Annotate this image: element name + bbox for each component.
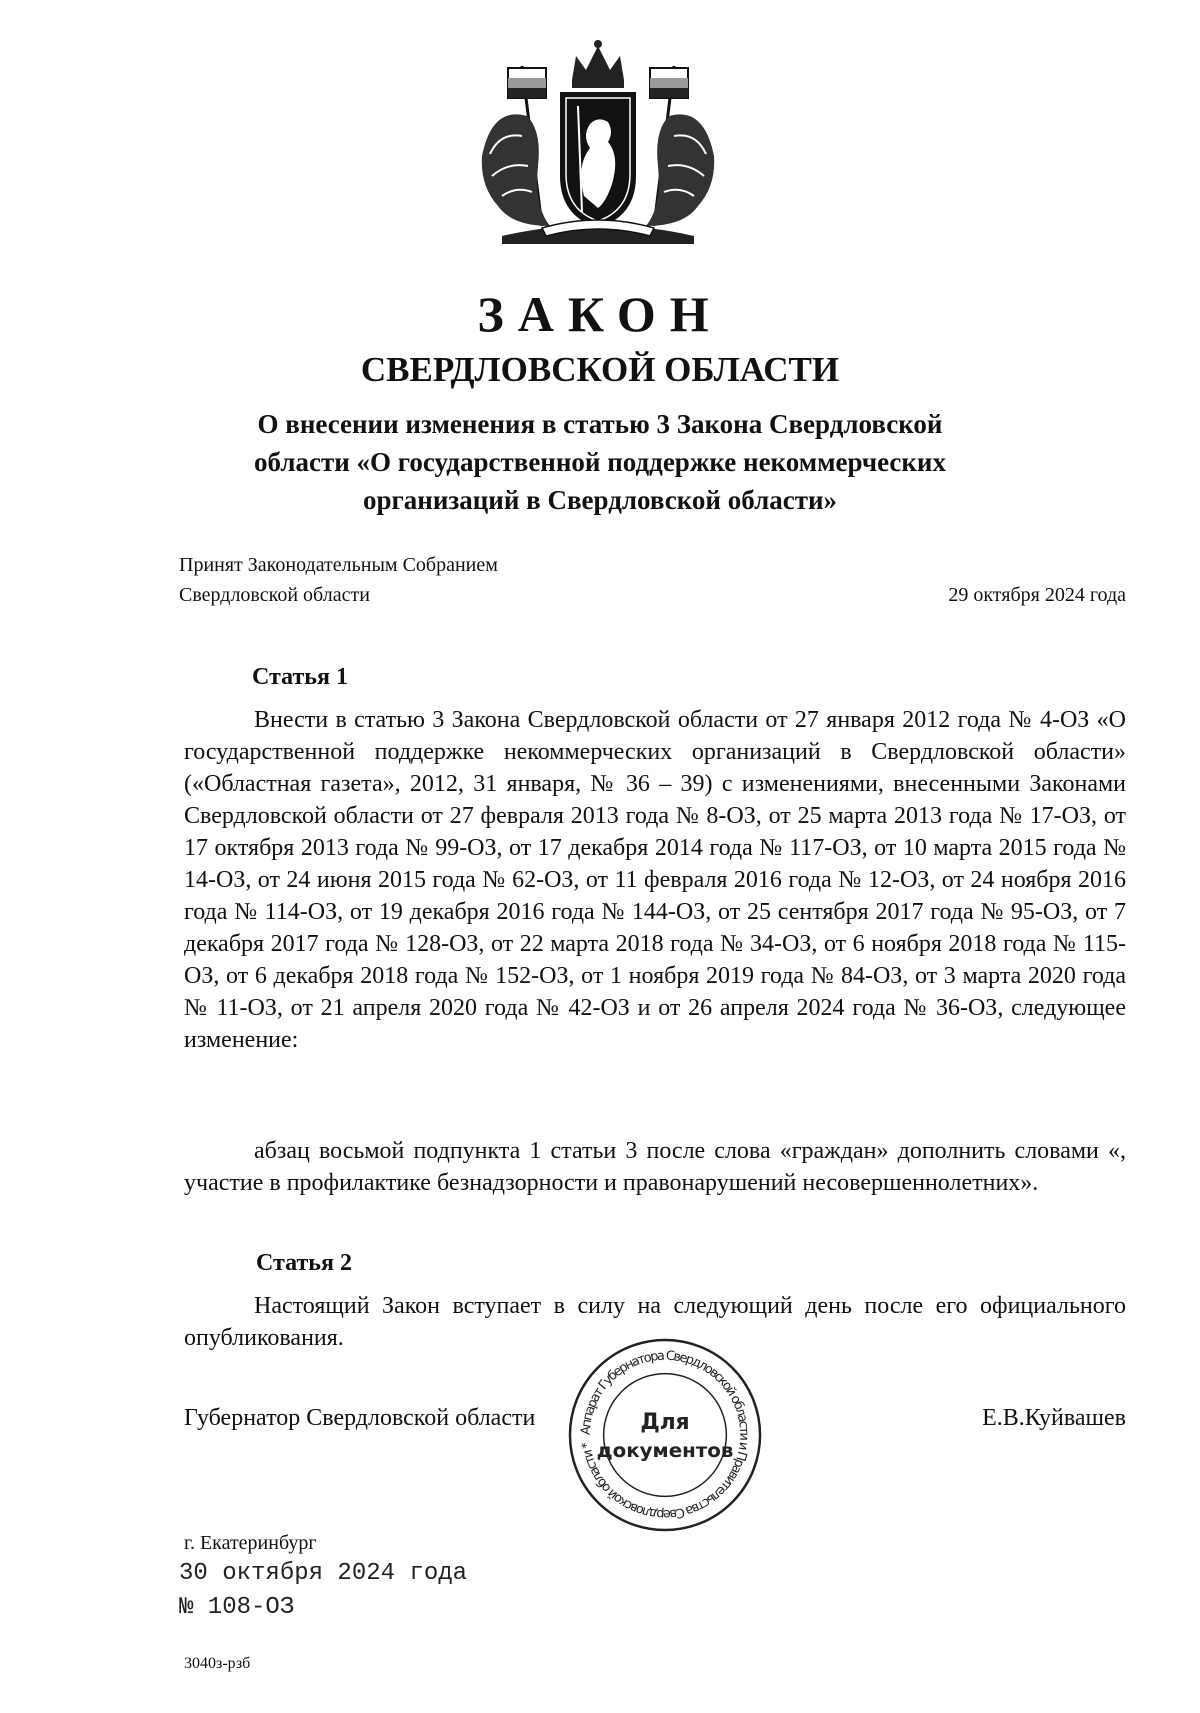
article-2-paragraph-1: Настоящий Закон вступает в силу на следующий день после его официального опубликования. bbox=[184, 1293, 1126, 1351]
article-1-heading: Статья 1 bbox=[252, 664, 348, 690]
law-region: СВЕРДЛОВСКОЙ ОБЛАСТИ bbox=[360, 350, 840, 389]
adoption-authority-line: Принят Законодательным Собранием bbox=[179, 554, 498, 576]
governor-title: Губернатор Свердловской области bbox=[184, 1405, 536, 1431]
law-subject bbox=[180, 405, 1020, 519]
stamp-center-line: документов bbox=[596, 1438, 734, 1462]
signing-date: 30 октября 2024 года bbox=[179, 1560, 468, 1587]
adoption-date: 29 октября 2024 года bbox=[948, 584, 1126, 606]
adoption-authority bbox=[179, 550, 498, 610]
law-subject-line: области «О государственной поддержке некоммерческих bbox=[254, 447, 946, 477]
law-subject-line: О внесении изменения в статью 3 Закона Свердловской bbox=[257, 409, 943, 439]
signing-city: г. Екатеринбург bbox=[184, 1532, 317, 1554]
adoption-authority-line: Свердловской области bbox=[179, 584, 370, 606]
stamp-center-line: Для bbox=[640, 1410, 690, 1436]
law-title: ЗАКОН bbox=[477, 286, 723, 342]
coat-of-arms-emblem bbox=[472, 36, 724, 250]
law-subject-line: организаций в Свердловской области» bbox=[362, 485, 838, 515]
article-1-paragraph-2: абзац восьмой подпункта 1 статьи 3 после слова «граждан» дополнить словами «, участие в профилактике безнадзорности и правонарушений несовершеннолетних». bbox=[184, 1138, 1126, 1196]
document-code: 3040з-рзб bbox=[184, 1655, 251, 1672]
law-number: № 108-ОЗ bbox=[179, 1594, 295, 1621]
stamp-ring-text: Аппарат Губернатора Свердловской области и Правительства Свердловской области * bbox=[578, 1348, 752, 1522]
article-1-paragraph-1: Внести в статью 3 Закона Свердловской области от 27 января 2012 года № 4-ОЗ «О государственной поддержке некоммерческих организаций в Свердловской области» («Областная газета», 2012, 31 января, № 36 – 39) с изменениями, внесенными Законами Свердловской области от 27 февраля 2013 года № 8-ОЗ, от 25 марта 2013 года № 17-ОЗ, от 17 октября 2013 года № 99-ОЗ, от 17 декабря 2014 года № 117-ОЗ, от 10 марта 2015 года № 14-ОЗ, от 24 июня 2015 года № 62-ОЗ, от 11 февраля 2016 года № 12-ОЗ, от 24 ноября 2016 года № 114-ОЗ, от 19 декабря 2016 года № 144-ОЗ, от 25 сентября 2017 года № 95-ОЗ, от 7 декабря 2017 года № 128-ОЗ, от 22 марта 2018 года № 34-ОЗ, от 6 ноября 2018 года № 115-ОЗ, от 6 декабря 2018 года № 152-ОЗ, от 1 ноября 2019 года № 84-ОЗ, от 3 марта 2020 года № 11-ОЗ, от 21 апреля 2020 года № 42-ОЗ и от 26 апреля 2024 года № 36-ОЗ, следующее изменение: bbox=[184, 707, 1126, 1053]
article-2-heading: Статья 2 bbox=[256, 1250, 352, 1276]
official-stamp bbox=[566, 1336, 764, 1534]
governor-name: Е.В.Куйвашев bbox=[982, 1405, 1126, 1431]
